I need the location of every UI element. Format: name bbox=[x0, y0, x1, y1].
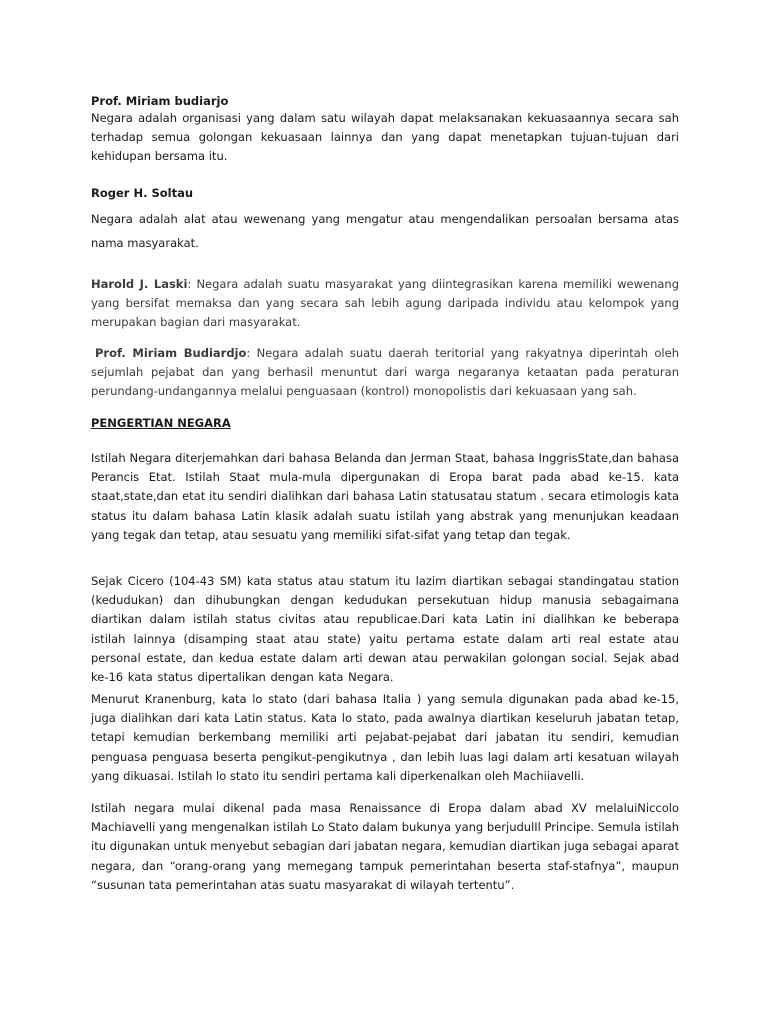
definition-miriam-budiarjo: Negara adalah organisasi yang dalam satu wilayah dapat melaksanakan kekuasaannya secara sah terhadap semua golongan kekuasaan lainnya dan yang dapat menetapkan tujuan-tujuan dari kehidupan bersama itu. bbox=[91, 111, 679, 164]
definition-miriam-budiardjo bbox=[91, 344, 679, 402]
section-heading: PENGERTIAN NEGARA bbox=[91, 416, 231, 430]
author-name-roger-soltau: Roger H. Soltau bbox=[91, 186, 194, 200]
paragraph-cicero: Sejak Cicero (104-43 SM) kata status atau statum itu lazim diartikan sebagai standingatau station (kedudukan) dan dihubungkan dengan kedudukan persekutuan hidup manusia sebagaimana diartikan dalam istilah status civitas atau republicae.Dari kata Latin ini dialihkan ke beberapa istilah lainnya (disamping staat atau state) yaitu pertama estate dalam arti real estate atau personal estate, dan kedua estate dalam arti dewan atau perwakilan golongan social. Sejak abad ke-16 kata status dipertalikan dengan kata Negara. bbox=[91, 574, 679, 685]
definition-roger-soltau: Negara adalah alat atau wewenang yang mengatur atau mengendalikan persoalan bersama atas nama masyarakat. bbox=[91, 212, 679, 250]
paragraph-kranenburg: Menurut Kranenburg, kata lo stato (dari bahasa Italia ) yang semula digunakan pada abad ke-15, juga dialihkan dari kata Latin status. Kata lo stato, pada awalnya diartikan keseluruh jabatan tetap, tetapi kemudian berkembang memiliki arti pejabat-pejabat dari jabatan itu sendiri, kemudian penguasa penguasa beserta pengikut-pengikutnya , dan lebih luas lagi dalam arti kesatuan wilayah yang dikuasai. Istilah lo stato itu sendiri pertama kali diperkenalkan oleh Machiiavelli. bbox=[91, 692, 679, 783]
author-name-miriam-budiarjo: Prof. Miriam budiarjo bbox=[91, 94, 229, 108]
definition-harold-laski-text: : Negara adalah suatu masyarakat yang diintegrasikan karena memiliki wewenang yang bersifat memaksa dan yang secara sah lebih agung daripada individu atau kelompok yang merupakan bagian dari masyarakat. bbox=[91, 277, 679, 330]
paragraph-etymology: Istilah Negara diterjemahkan dari bahasa Belanda dan Jerman Staat, bahasa InggrisState,dan bahasa Perancis Etat. Istilah Staat mula-mula dipergunakan di Eropa barat pada abad ke-15. kata staat,state,dan etat itu sendiri dialihkan dari bahasa Latin statusatau statum . secara etimologis kata status itu dalam bahasa Latin klasik adalah suatu istilah yang abstrak yang menunjukan keadaan yang tegak dan tetap, atau sesuatu yang memiliki sifat-sifat yang tetap dan tegak. bbox=[91, 451, 679, 542]
definition-miriam-budiardjo-text: : Negara adalah suatu daerah teritorial yang rakyatnya diperintah oleh sejumlah pejabat dan yang berhasil menuntut dari warga negaranya ketaatan pada peraturan perundang-undangannya melalui penguasaan (kontrol) monopolistis dari kekuasaan yang sah. bbox=[91, 346, 679, 399]
author-name-harold-laski: Harold J. Laski bbox=[91, 277, 188, 291]
paragraph-renaissance: Istilah negara mulai dikenal pada masa Renaissance di Eropa dalam abad XV melaluiNiccolo Machiavelli yang mengenalkan istilah Lo Stato dalam bukunya yang berjudulIl Principe. Semula istilah itu digunakan untuk menyebut sebagian dari jabatan negara, kemudian diartikan juga sebagai aparat negara, dan “orang-orang yang memegang tampuk pemerintahan beserta staf-stafnya”, maupun “susunan tata pemerintahan atas suatu masyarakat di wilayah tertentu”. bbox=[91, 801, 679, 892]
definition-harold-laski bbox=[91, 275, 679, 333]
author-name-miriam-budiardjo: Prof. Miriam Budiardjo bbox=[95, 346, 247, 360]
